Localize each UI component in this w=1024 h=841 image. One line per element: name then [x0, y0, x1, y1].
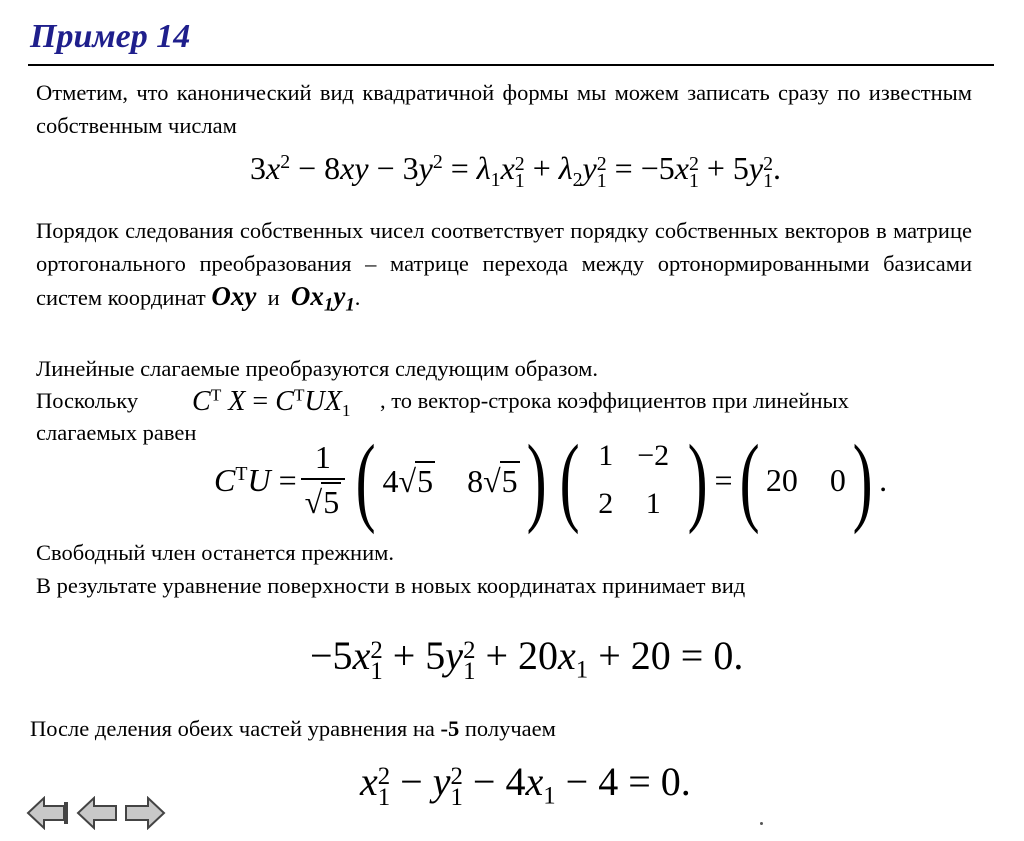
paragraph-division	[30, 712, 556, 745]
slide-marker-dot	[760, 822, 763, 825]
paragraph-since: Поскольку	[36, 388, 139, 413]
division-value: -5	[440, 716, 460, 741]
equation-final: x 2 1 − y 2 1 − $4x_1 - 4 = 0$.	[360, 759, 691, 811]
first-slide-button[interactable]	[24, 796, 70, 830]
coord-system-ox1y1: $Ox_1y_1$	[290, 281, 355, 316]
next-slide-icon	[122, 796, 168, 830]
paragraph-since-end: , то вектор-строка коэффициентов при линейных	[380, 388, 849, 413]
equation-canonical-form: $3x^2 - 8xy - 3y^2 = \lambda_1x$ 2 1 + $\lambda_2y$ 2 1 = −5x 2 1 + 5y 2 1 .	[250, 150, 782, 192]
paragraph-equals: слагаемых равен	[36, 420, 197, 445]
next-slide-button[interactable]	[122, 796, 168, 830]
equation-ctu: $C^TU$ = $\frac{1}{√5}$ ( 4√5 8√5 ) ( 1 −2 2 1 ) = ( 20 0 ) .	[214, 424, 888, 535]
division-text-end: получаем	[464, 716, 556, 741]
paragraph-eigen-order: Порядок следования собственных чисел соответствует порядку собственных векторов в матрице ортогонального преобразования – матрице перехода между ортонормированными базисами систем координат Oxy и $Ox_1y_1$.	[36, 218, 972, 316]
paragraph-intro: Отметим, что канонический вид квадратичной формы мы можем записать сразу по известным собственным числам	[36, 80, 972, 138]
paragraph-linear-terms: Линейные слагаемые преобразуются следующим образом.	[36, 356, 598, 381]
paragraph-free-term: Свободный член останется прежним.	[36, 540, 395, 565]
conjunction-and: и	[267, 285, 280, 310]
fraction-one-over-sqrt5: $\frac{1}{√5}$	[301, 439, 346, 521]
equation-ctx: $C^T$ $X = C^TUX_1$	[192, 385, 351, 421]
paragraph-result: В результате уравнение поверхности в новых координатах принимает вид	[36, 573, 746, 598]
equation-new-coordinates: −5x 2 1 + 5y 2 1 + $20x_1 + 20 = 0$.	[310, 633, 744, 685]
title-underline	[28, 64, 994, 66]
paragraph-eigen-order-text: Порядок следования собственных чисел соответствует порядку собственных векторов в матрице ортогонального преобразования – матрице перехода между ортонормированными базисами систем координат	[36, 218, 972, 310]
coord-system-oxy: Oxy	[211, 281, 257, 311]
slide-title: Пример 14	[30, 18, 191, 55]
rotation-matrix: 1 −2 2 1	[598, 439, 670, 520]
previous-slide-button[interactable]	[74, 796, 120, 830]
first-slide-icon	[24, 796, 70, 830]
division-text-start: После деления обеих частей уравнения на	[30, 716, 435, 741]
previous-slide-icon	[74, 796, 120, 830]
